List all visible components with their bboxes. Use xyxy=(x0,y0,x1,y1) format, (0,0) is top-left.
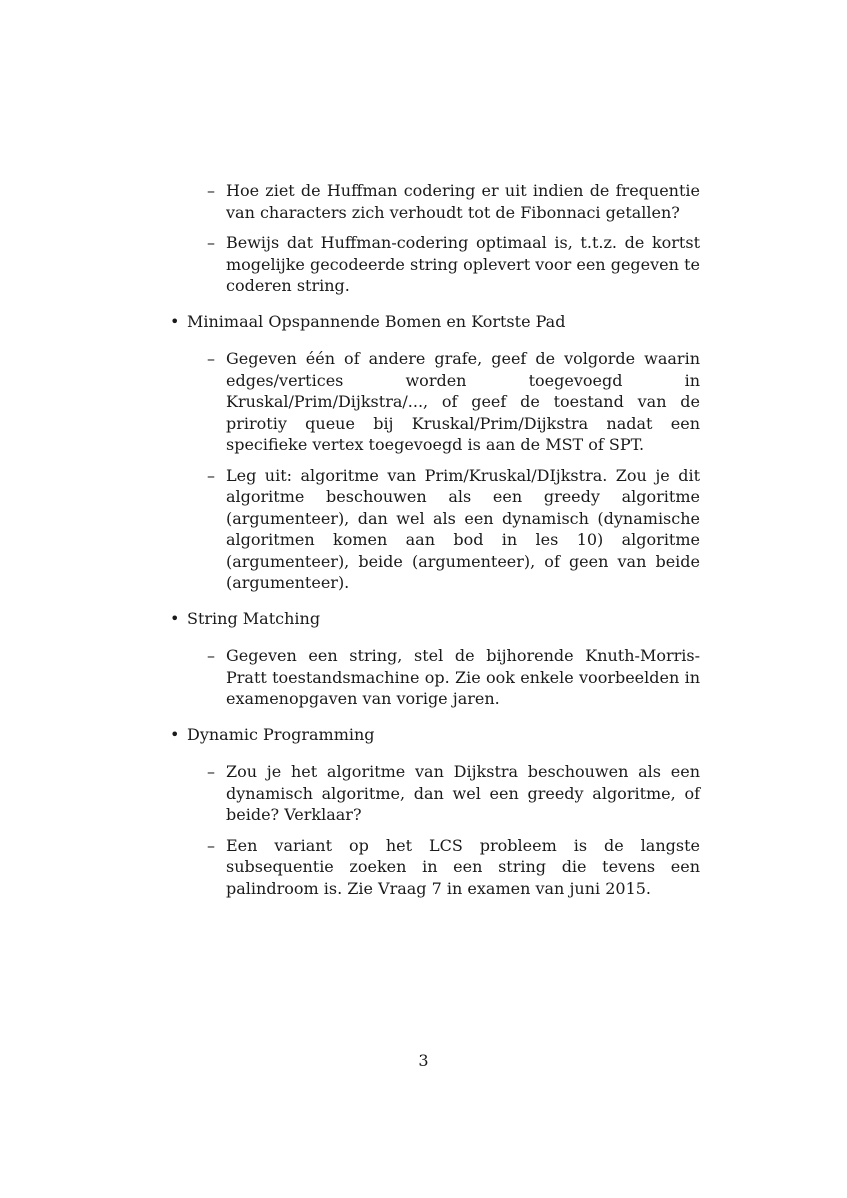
question-list xyxy=(170,180,700,908)
item-text: Gegeven één of andere grafe, geef de volgorde waarin edges/vertices worden toegevoegd in Kruskal/Prim/Dijkstra/..., of geef de toestand van de prirotiy queue bij Kruskal/Prim/Dijkstra nadat een specifieke vertex toegevoegd is aan de MST of SPT. xyxy=(226,349,700,454)
page-number: 3 xyxy=(418,1051,429,1070)
section-heading-mst xyxy=(170,311,700,333)
bullet-marker: • xyxy=(170,311,180,331)
dash-marker: – xyxy=(207,181,215,200)
list-item-huffman-fibonacci xyxy=(170,180,700,223)
dash-marker: – xyxy=(207,762,215,781)
list-item-mst-order xyxy=(170,348,700,456)
dash-marker: – xyxy=(207,835,215,855)
item-text: Zou je het algoritme van Dijkstra beschouwen als een dynamisch algoritme, dan wel een greedy algoritme, of beide? Verklaar? xyxy=(226,762,700,824)
list-item-lcs-palindrome xyxy=(170,835,700,900)
item-text: Een variant op het LCS probleem is de langste subsequentie zoeken in een string die tevens een palindroom is. Zie Vraag 7 in examen van juni 2015. xyxy=(226,835,700,898)
list-item-kmp xyxy=(170,645,700,710)
item-text: Hoe ziet de Huffman codering er uit indien de frequentie van characters zich verhoudt tot de Fibonnaci getallen? xyxy=(226,181,700,222)
list-item-dijkstra-dynamic xyxy=(170,761,700,826)
dash-marker: – xyxy=(207,349,215,368)
section-heading-text: String Matching xyxy=(187,608,321,628)
bullet-marker: • xyxy=(170,724,180,744)
bullet-marker: • xyxy=(170,608,180,628)
section-heading-string-matching xyxy=(170,608,700,630)
item-text: Bewijs dat Huffman-codering optimaal is, t.t.z. de kortst mogelijke gecodeerde string oplevert voor een gegeven te coderen string. xyxy=(226,233,700,295)
list-item-mst-greedy xyxy=(170,465,700,594)
section-heading-dynamic-programming xyxy=(170,724,700,746)
dash-marker: – xyxy=(207,233,215,252)
dash-marker: – xyxy=(207,646,215,665)
section-heading-text: Dynamic Programming xyxy=(187,724,375,744)
list-item-huffman-optimal xyxy=(170,232,700,297)
item-text: Leg uit: algoritme van Prim/Kruskal/DIjkstra. Zou je dit algoritme beschouwen als een greedy algoritme (argumenteer), dan wel als een dynamisch (dynamische algoritmen komen aan bod in les 10) algoritme (argumenteer), beide (argumenteer), of geen van beide (argumenteer). xyxy=(226,465,700,592)
dash-marker: – xyxy=(207,465,215,485)
section-heading-text: Minimaal Opspannende Bomen en Kortste Pad xyxy=(187,311,566,331)
item-text: Gegeven een string, stel de bijhorende Knuth-Morris-Pratt toestandsmachine op. Zie ook enkele voorbeelden in examenopgaven van vorige jaren. xyxy=(226,646,700,708)
